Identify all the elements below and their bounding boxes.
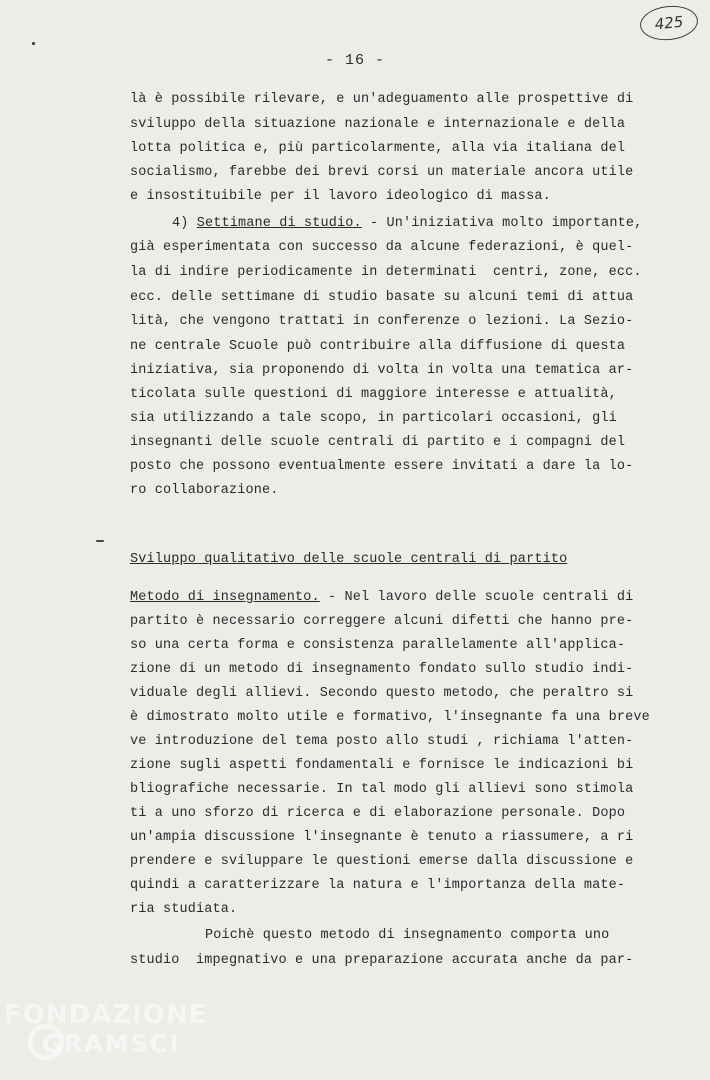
text-line: so una certa forma e consistenza parallelamente all'applica-	[130, 638, 626, 653]
text-line: iniziativa, sia proponendo di volta in volta una tematica ar-	[130, 363, 634, 378]
text-line: è dimostrato molto utile e formativo, l'insegnante fa una breve	[130, 710, 650, 725]
text-line: ticolata sulle questioni di maggiore interesse e attualità,	[130, 387, 617, 402]
text-line: posto che possono eventualmente essere invitati a dare la lo-	[130, 459, 634, 474]
margin-mark	[32, 42, 35, 45]
method-title: Metodo di insegnamento.	[130, 590, 320, 605]
text-line: ro collaborazione.	[130, 483, 279, 498]
text-line: viduale degli allievi. Secondo questo metodo, che peraltro si	[130, 686, 634, 701]
section-heading: Sviluppo qualitativo delle scuole centrali di partito	[130, 552, 568, 567]
text-line: Poichè questo metodo di insegnamento comporta uno	[172, 928, 610, 943]
text-line: ve introduzione del tema posto allo studi , richiama l'atten-	[130, 734, 634, 749]
method-first-text: - Nel lavoro delle scuole centrali di	[319, 590, 634, 605]
section-4-first-text: - Un'iniziativa molto importante,	[361, 216, 643, 231]
text-line: già esperimentata con successo da alcune federazioni, è quel-	[130, 240, 634, 255]
page-number: - 16 -	[324, 52, 385, 69]
section-4-first-line	[172, 216, 642, 231]
archive-watermark	[4, 1000, 208, 1070]
text-line: prendere e sviluppare le questioni emerse dalla discussione e	[130, 854, 634, 869]
watermark-line-1: FONDAZIONE	[4, 1000, 208, 1030]
method-first-line	[130, 590, 633, 605]
text-line: un'ampia discussione l'insegnante è tenuto a riassumere, a ri	[130, 830, 634, 845]
text-line: e insostituibile per il lavoro ideologico di massa.	[130, 189, 551, 204]
text-line: là è possibile rilevare, e un'adeguamento alle prospettive di	[130, 92, 634, 107]
text-line: ria studiata.	[130, 902, 238, 917]
text-line: zione sugli aspetti fondamentali e fornisce le indicazioni bi	[130, 758, 634, 773]
text-line: lotta politica e, più particolarmente, alla via italiana del	[130, 141, 626, 156]
text-line: socialismo, farebbe dei brevi corsi un materiale ancora utile	[130, 165, 634, 180]
folio-annotation: 425	[638, 3, 699, 43]
text-line: partito è necessario correggere alcuni difetti che hanno pre-	[130, 614, 634, 629]
text-line: ti a uno sforzo di ricerca e di elaborazione personale. Dopo	[130, 806, 626, 821]
text-line: studio impegnativo e una preparazione accurata anche da par-	[130, 953, 634, 968]
text-line: insegnanti delle scuole centrali di partito e i compagni del	[130, 435, 626, 450]
text-line: quindi a caratterizzare la natura e l'importanza della mate-	[130, 878, 626, 893]
text-line: ne centrale Scuole può contribuire alla diffusione di questa	[130, 339, 626, 354]
text-line: zione di un metodo di insegnamento fondato sullo studio indi-	[130, 662, 634, 677]
text-line: ecc. delle settimane di studio basate su alcuni temi di attua	[130, 290, 634, 305]
section-4-number: 4)	[172, 216, 197, 231]
text-line: sviluppo della situazione nazionale e internazionale e della	[130, 117, 626, 132]
text-line: sia utilizzando a tale scopo, in particolari occasioni, gli	[130, 411, 617, 426]
margin-mark	[96, 540, 104, 542]
text-line: la di indire periodicamente in determinati centri, zone, ecc.	[130, 265, 642, 280]
text-line: lità, che vengono trattati in conferenze o lezioni. La Sezio-	[130, 314, 634, 329]
text-line: bliografiche necessarie. In tal modo gli allievi sono stimola	[130, 782, 634, 797]
section-4-title: Settimane di studio.	[196, 216, 362, 231]
watermark-line-2: GRAMSCI	[42, 1030, 181, 1058]
